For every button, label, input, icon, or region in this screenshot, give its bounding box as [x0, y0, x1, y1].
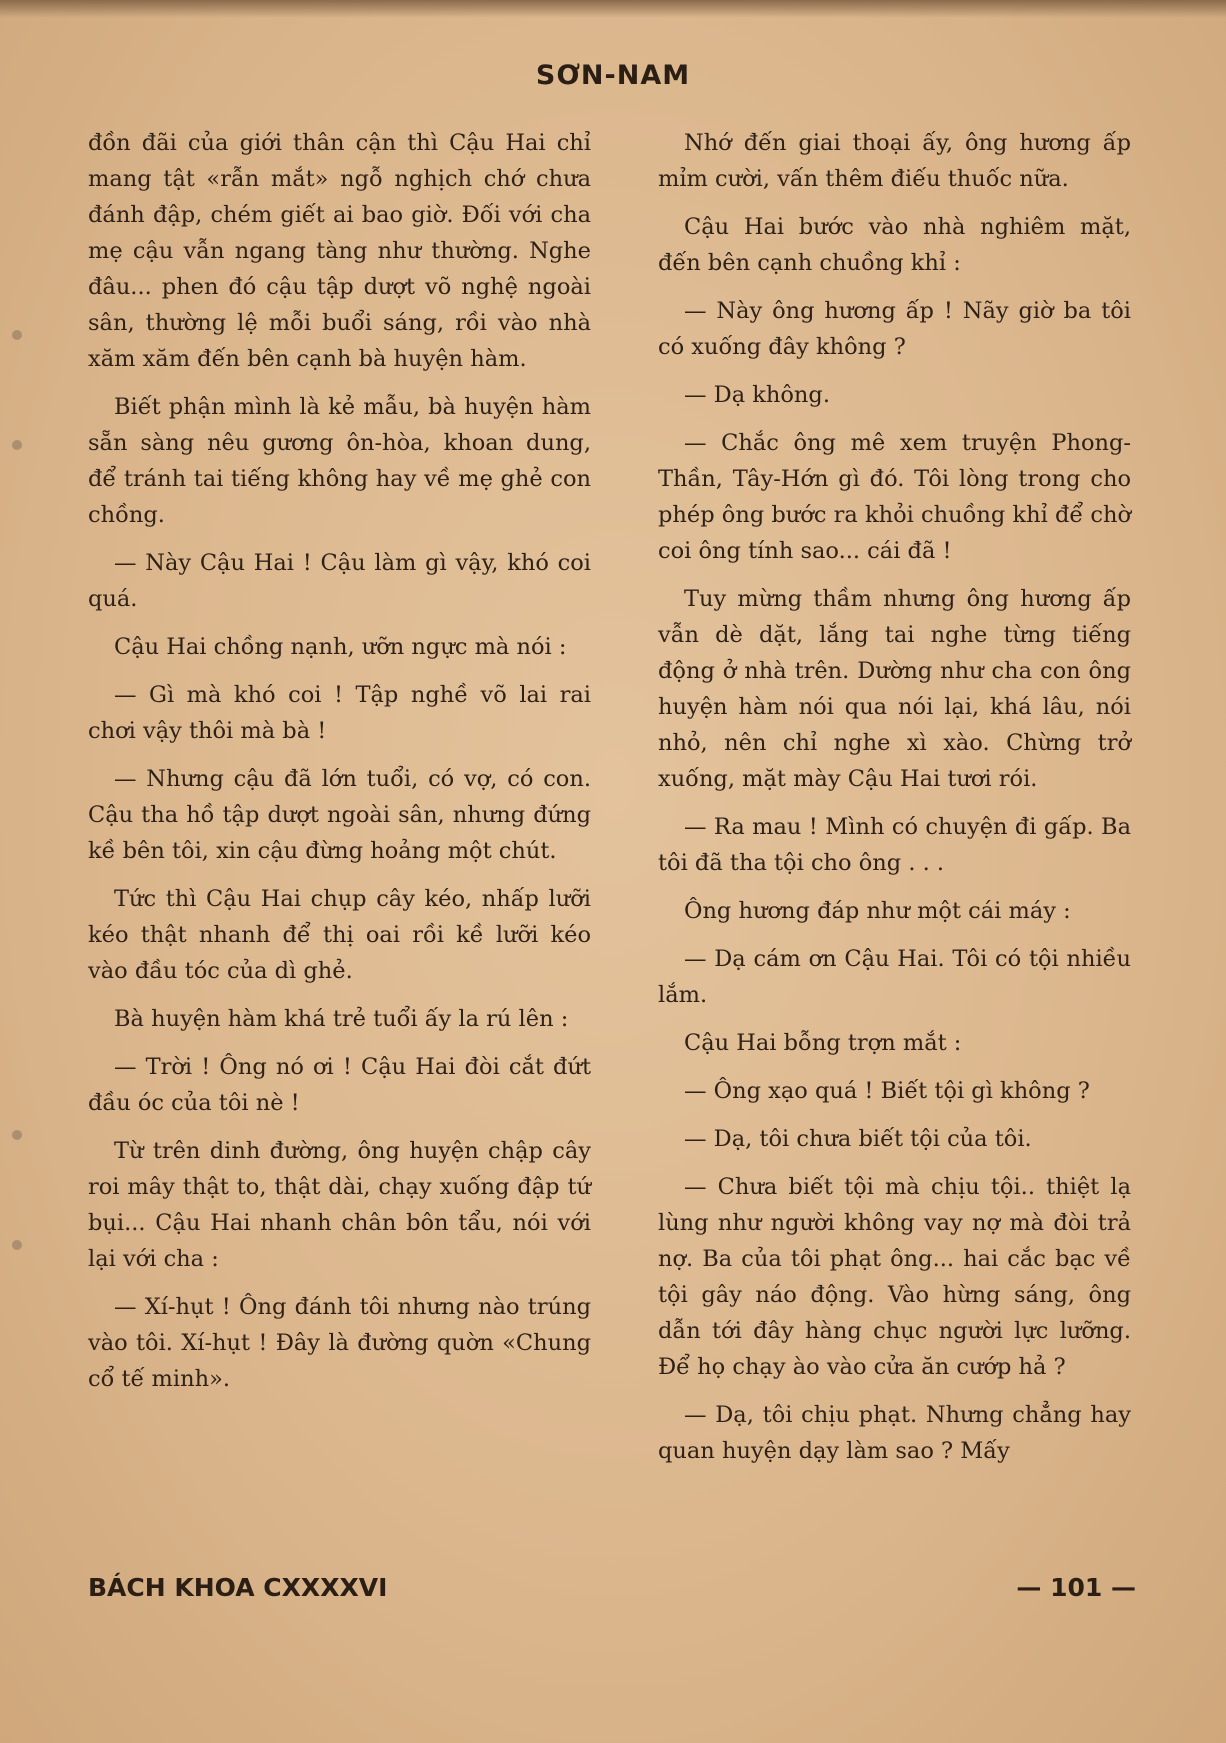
paragraph: Bà huyện hàm khá trẻ tuổi ấy la rú lên :: [114, 1006, 569, 1032]
paragraph: Cậu Hai chồng nạnh, ưỡn ngực mà nói :: [114, 634, 567, 660]
paragraph: Tuy mừng thầm nhưng ông hương ấp vẫn dè dặt, lắng tai nghe từng tiếng động ở nhà trên. Dường như cha con ông huyện hàm nói qua nói lại, khá lâu, nói nhỏ, nên chỉ nghe xì xào. Chừng trở xuống, mặt mày Cậu Hai tươi rói.: [658, 586, 1131, 792]
paragraph: Cậu Hai bước vào nhà nghiêm mặt, đến bên cạnh chuồng khỉ :: [658, 214, 1131, 276]
page-number: — 101 —: [1016, 1573, 1136, 1602]
paragraph: — Xí-hụt ! Ông đánh tôi nhưng nào trúng vào tôi. Xí-hụt ! Đây là đường quờn «Chung cổ tế minh».: [88, 1294, 591, 1392]
paragraph: — Dạ cám ơn Cậu Hai. Tôi có tội nhiều lắm.: [658, 946, 1131, 1008]
paragraph: — Này Cậu Hai ! Cậu làm gì vậy, khó coi quá.: [88, 550, 591, 612]
running-head: SƠN-NAM: [535, 60, 691, 91]
paragraph: — Ra mau ! Mình có chuyện đi gấp. Ba tôi đã tha tội cho ông . . .: [658, 814, 1131, 876]
punch-hole-mark: [12, 1240, 22, 1250]
paragraph: Nhớ đến giai thoại ấy, ông hương ấp mỉm cười, vấn thêm điếu thuốc nữa.: [658, 130, 1131, 192]
punch-hole-mark: [12, 440, 22, 450]
paragraph: — Dạ không.: [684, 382, 830, 408]
paragraph: — Dạ, tôi chịu phạt. Nhưng chẳng hay quan huyện dạy làm sao ? Mấy: [658, 1402, 1131, 1464]
paragraph: Ông hương đáp như một cái máy :: [684, 898, 1071, 924]
paragraph: — Chắc ông mê xem truyện Phong-Thần, Tây-Hớn gì đó. Tôi lòng trong cho phép ông bước ra khỏi chuồng khỉ để chờ coi ông tính sao... cái đã !: [658, 430, 1131, 564]
paragraph: — Dạ, tôi chưa biết tội của tôi.: [684, 1126, 1032, 1152]
right-text-column: [658, 125, 1131, 1481]
paragraph: — Trời ! Ông nó ơi ! Cậu Hai đòi cắt đứt đầu óc của tôi nè !: [88, 1054, 591, 1116]
paragraph: — Này ông hương ấp ! Nãy giờ ba tôi có xuống đây không ?: [658, 298, 1131, 360]
left-text-column: [88, 125, 591, 1409]
paragraph: Cậu Hai bỗng trợn mắt :: [684, 1030, 962, 1056]
paragraph: — Gì mà khó coi ! Tập nghề võ lai rai chơi vậy thôi mà bà !: [88, 682, 591, 744]
page-top-edge: [0, 0, 1226, 18]
paragraph: — Nhưng cậu đã lớn tuổi, có vợ, có con. Cậu tha hồ tập dượt ngoài sân, nhưng đứng kề bên tôi, xin cậu đừng hoảng một chút.: [88, 766, 591, 864]
paragraph: — Chưa biết tội mà chịu tội.. thiệt lạ lùng như người không vay nợ mà đòi trả nợ. Ba của tôi phạt ông... hai cắc bạc về tội gây náo động. Vào hừng sáng, ông dẫn tới đây hàng chục người lực lưỡng. Để họ chạy ào vào cửa ăn cướp hả ?: [658, 1174, 1131, 1380]
punch-hole-mark: [12, 1130, 22, 1140]
paragraph: Tức thì Cậu Hai chụp cây kéo, nhấp lưỡi kéo thật nhanh để thị oai rồi kề lưỡi kéo vào đầu tóc của dì ghẻ.: [88, 886, 591, 984]
paragraph: đồn đãi của giới thân cận thì Cậu Hai chỉ mang tật «rẫn mắt» ngỗ nghịch chớ chưa đánh đập, chém giết ai bao giờ. Đối với cha mẹ cậu vẫn ngang tàng như thường. Nghe đâu... phen đó cậu tập dượt võ nghệ ngoài sân, thường lệ mỗi buổi sáng, rồi vào nhà xăm xăm đến bên cạnh bà huyện hàm.: [88, 130, 591, 372]
paragraph: Từ trên dinh đường, ông huyện chập cây roi mây thật to, thật dài, chạy xuống đập tứ bụi... Cậu Hai nhanh chân bôn tẩu, nói với lại với cha :: [88, 1138, 591, 1272]
punch-hole-mark: [12, 330, 22, 340]
publication-footer: BÁCH KHOA CXXXXVI: [88, 1573, 388, 1602]
paragraph: — Ông xạo quá ! Biết tội gì không ?: [684, 1078, 1090, 1104]
paragraph: Biết phận mình là kẻ mẫu, bà huyện hàm sẵn sàng nêu gương ôn-hòa, khoan dung, để tránh tai tiếng không hay về mẹ ghẻ con chồng.: [88, 394, 591, 528]
